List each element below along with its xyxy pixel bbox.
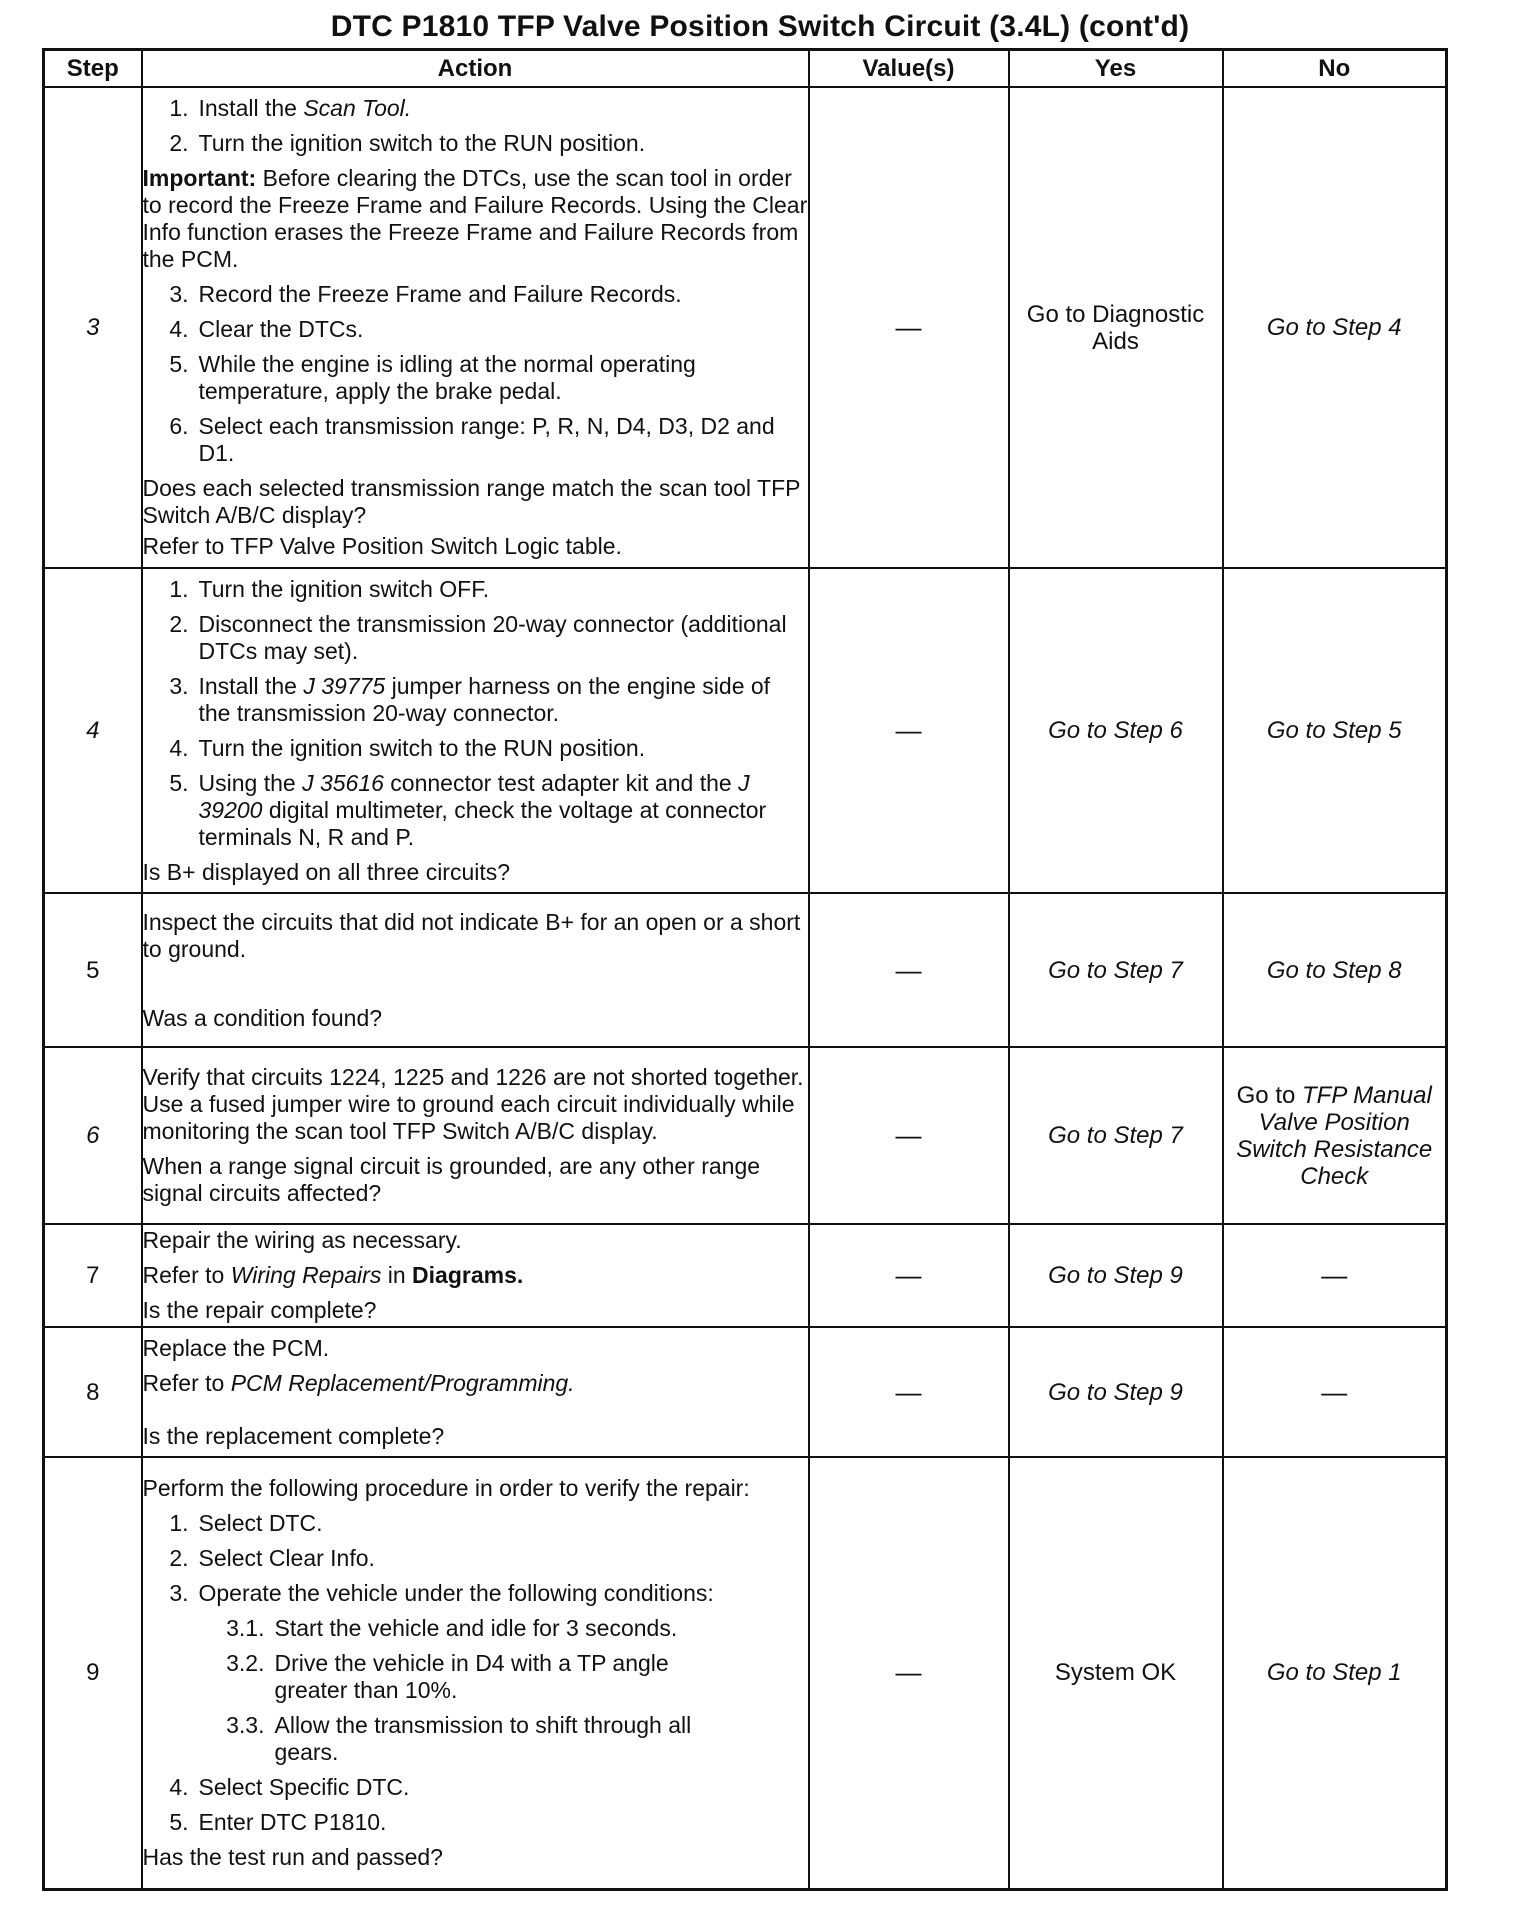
table-row-step-4 — [44, 568, 1447, 893]
list-item: 5. Enter DTC P1810. — [169, 1808, 387, 1835]
reference-note: Refer to TFP Valve Position Switch Logic table. — [142, 533, 622, 559]
value-cell: — — [809, 1047, 1009, 1224]
header-yes: Yes — [1009, 50, 1223, 88]
yes-cell: Go to Step 7 — [1009, 1047, 1223, 1224]
yes-cell: Go to Step 9 — [1009, 1224, 1223, 1327]
list-item: 3. Record the Freeze Frame and Failure Records. — [169, 281, 682, 307]
table-row-step-8 — [44, 1327, 1447, 1457]
action-cell — [142, 1457, 809, 1889]
no-cell: Go to Step 1 — [1223, 1457, 1447, 1889]
action-cell — [142, 568, 809, 893]
no-cell: — — [1223, 1224, 1447, 1327]
diagnostic-table — [42, 48, 1448, 1891]
question: Is the replacement complete? — [142, 1422, 445, 1449]
value-cell: — — [809, 1224, 1009, 1327]
question: Has the test run and passed? — [142, 1843, 443, 1870]
table-row-step-7 — [44, 1224, 1447, 1327]
header-no: No — [1223, 50, 1447, 88]
list-item: 1. Install the Scan Tool. — [169, 95, 412, 121]
table-row-step-3 — [44, 87, 1447, 568]
list-item: 3. Install the J 39775 jumper harness on the engine side of the transmission 20-way connector. — [169, 672, 771, 726]
question: Is B+ displayed on all three circuits? — [142, 858, 511, 885]
no-cell: Go to Step 8 — [1223, 893, 1447, 1047]
step-number: 8 — [44, 1327, 142, 1457]
list-item: 2. Disconnect the transmission 20-way connector (additional DTCs may set). — [169, 610, 787, 664]
list-item: 1. Turn the ignition switch OFF. — [169, 575, 490, 602]
instruction: Inspect the circuits that did not indicate B+ for an open or a short to ground. — [142, 908, 801, 962]
question: Was a condition found? — [142, 1004, 383, 1031]
list-item: 2. Select Clear Info. — [169, 1544, 375, 1571]
step-number: 7 — [44, 1224, 142, 1327]
value-cell: — — [809, 1327, 1009, 1457]
list-item: 5. While the engine is idling at the normal operating temperature, apply the brake pedal. — [169, 351, 696, 404]
list-item: 2. Turn the ignition switch to the RUN position. — [169, 130, 646, 156]
instruction: Verify that circuits 1224, 1225 and 1226 are not shorted together. Use a fused jumper wire to ground each circuit individually while monitoring the scan tool TFP Switch A/B/C display. — [142, 1064, 804, 1144]
important-note: Important: Before clearing the DTCs, use the scan tool in order to record the Freeze Frame and Failure Records. Using the Clear Info function erases the Freeze Frame and Failure Records from the PCM. — [142, 165, 808, 272]
header-row — [44, 50, 1447, 88]
value-cell: — — [809, 568, 1009, 893]
reference: Refer to PCM Replacement/Programming. — [142, 1369, 575, 1396]
no-cell: — — [1223, 1327, 1447, 1457]
step-number: 9 — [44, 1457, 142, 1889]
action-cell — [142, 87, 809, 568]
table-row-step-5 — [44, 893, 1447, 1047]
list-item: 4. Select Specific DTC. — [169, 1773, 410, 1800]
sub-list-item: 3.3. Allow the transmission to shift through all gears. — [226, 1711, 692, 1765]
header-step: Step — [44, 50, 142, 88]
action-cell — [142, 893, 809, 1047]
yes-cell: Go to Step 6 — [1009, 568, 1223, 893]
value-cell: — — [809, 1457, 1009, 1889]
no-cell: Go to Step 5 — [1223, 568, 1447, 893]
page-title: DTC P1810 TFP Valve Position Switch Circuit (3.4L) (cont'd) — [330, 10, 1190, 43]
step-number: 6 — [44, 1047, 142, 1224]
list-item: 4. Clear the DTCs. — [169, 316, 364, 342]
instruction: Perform the following procedure in order to verify the repair: — [142, 1474, 750, 1501]
question: Does each selected transmission range match the scan tool TFP Switch A/B/C display? — [142, 475, 801, 528]
action-cell — [142, 1224, 809, 1327]
header-values: Value(s) — [809, 50, 1009, 88]
sub-list-item: 3.1. Start the vehicle and idle for 3 seconds. — [226, 1614, 678, 1641]
list-item: 6. Select each transmission range: P, R, N, D4, D3, D2 and D1. — [169, 413, 775, 466]
action-cell — [142, 1327, 809, 1457]
yes-cell: Go to Step 7 — [1009, 893, 1223, 1047]
instruction: Replace the PCM. — [142, 1334, 330, 1361]
question: Is the repair complete? — [142, 1297, 377, 1323]
value-cell: — — [809, 893, 1009, 1047]
step-number: 3 — [44, 87, 142, 568]
list-item: 1. Select DTC. — [169, 1509, 323, 1536]
list-item: 3. Operate the vehicle under the following conditions: — [169, 1579, 714, 1606]
value-cell: — — [809, 87, 1009, 568]
sub-list-item: 3.2. Drive the vehicle in D4 with a TP angle greater than 10%. — [226, 1649, 669, 1703]
step-number: 5 — [44, 893, 142, 1047]
list-item: 5. Using the J 35616 connector test adapter kit and the J 39200 digital multimeter, check the voltage at connector terminals N, R and P. — [169, 769, 767, 850]
header-action: Action — [142, 50, 809, 88]
no-cell: Go to TFP Manual Valve Position Switch Resistance Check — [1223, 1047, 1447, 1224]
list-item: 4. Turn the ignition switch to the RUN position. — [169, 734, 646, 761]
yes-cell: Go to Step 9 — [1009, 1327, 1223, 1457]
no-cell: Go to Step 4 — [1223, 87, 1447, 568]
yes-cell: System OK — [1009, 1457, 1223, 1889]
table-row-step-6 — [44, 1047, 1447, 1224]
action-cell — [142, 1047, 809, 1224]
step-number: 4 — [44, 568, 142, 893]
reference: Refer to Wiring Repairs in Diagrams. — [142, 1262, 524, 1288]
instruction: Repair the wiring as necessary. — [142, 1227, 462, 1253]
question: When a range signal circuit is grounded, are any other range signal circuits affected? — [142, 1153, 761, 1206]
yes-cell: Go to Diagnostic Aids — [1009, 87, 1223, 568]
table-row-step-9 — [44, 1457, 1447, 1889]
